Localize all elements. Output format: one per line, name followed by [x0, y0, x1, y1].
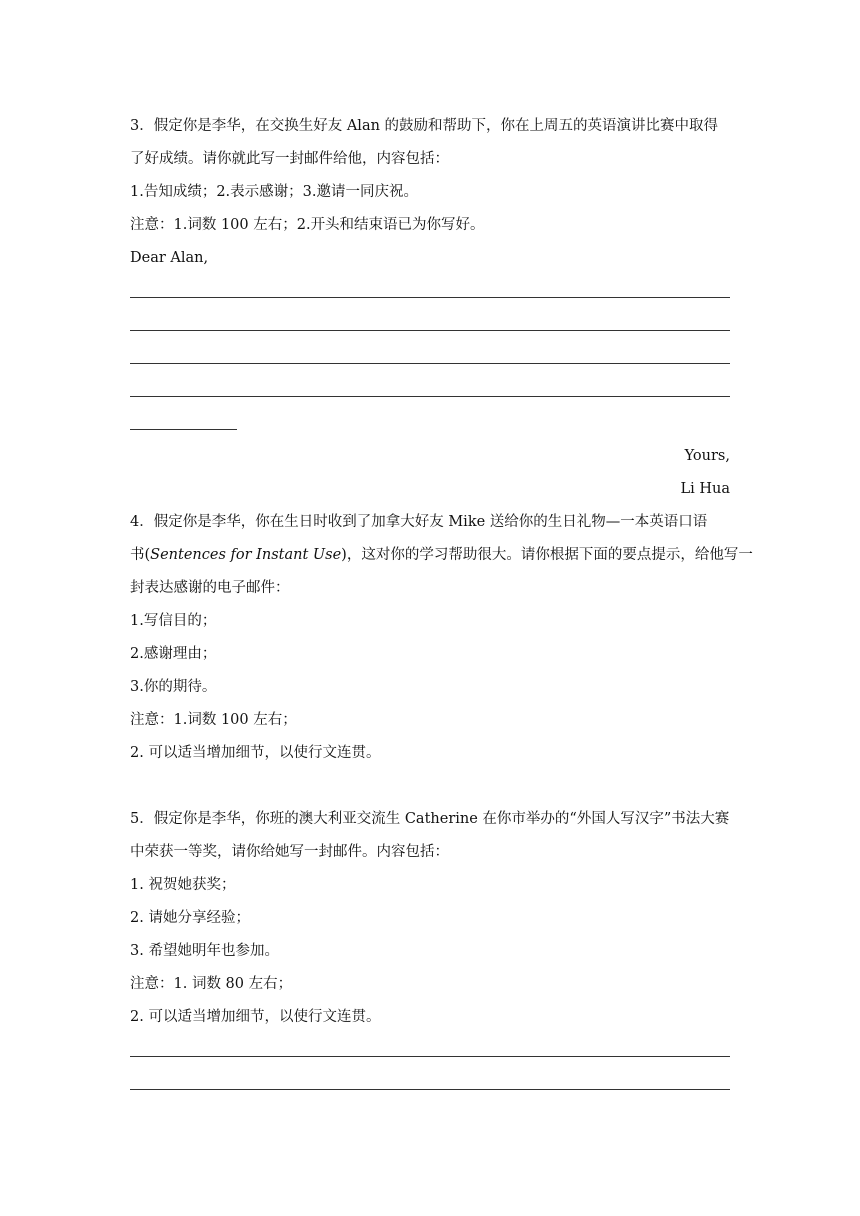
spacer: [130, 770, 730, 803]
answer-line[interactable]: [130, 341, 730, 374]
q4-book-title: Sentences for Instant Use: [150, 547, 342, 563]
q3-closing: Yours,: [684, 448, 730, 464]
q4-point2: 2.感谢理由；: [130, 646, 217, 662]
answer-line-short[interactable]: [130, 407, 730, 440]
q4-point3: 3.你的期待。: [130, 679, 217, 695]
answer-line[interactable]: [130, 1067, 730, 1100]
answer-line[interactable]: [130, 1034, 730, 1067]
q3-greeting: Dear Alan,: [130, 250, 209, 266]
answer-line[interactable]: [130, 374, 730, 407]
q4-prompt-line3: 封表达感谢的电子邮件：: [130, 580, 290, 596]
q5-prompt-line1: 5．假定你是李华，你班的澳大利亚交流生 Catherine 在你市举办的“外国人写汉字”书法大赛: [130, 811, 730, 827]
q4-line2-prefix: 书(: [130, 547, 151, 563]
q5-point1: 1. 祝贺她获奖；: [130, 877, 236, 893]
q4-line2-suffix: )，这对你的学习帮助很大。请你根据下面的要点提示，给他写一: [341, 547, 753, 563]
q5-point3: 3. 希望她明年也参加。: [130, 943, 279, 959]
q5-note1: 注意：1. 词数 80 左右；: [130, 976, 293, 992]
answer-line[interactable]: [130, 275, 730, 308]
answer-line[interactable]: [130, 308, 730, 341]
q4-point1: 1.写信目的；: [130, 613, 217, 629]
q3-prompt-line1: 3．假定你是李华，在交换生好友 Alan 的鼓励和帮助下，你在上周五的英语演讲比赛中取得: [130, 118, 719, 134]
q5-note2: 2. 可以适当增加细节，以使行文连贯。: [130, 1009, 381, 1025]
q3-signature: Li Hua: [680, 481, 730, 497]
q3-points: 1.告知成绩；2.表示感谢；3.邀请一同庆祝。: [130, 184, 419, 200]
q5-prompt-line2: 中荣获一等奖，请你给她写一封邮件。内容包括：: [130, 844, 449, 860]
content-column: [130, 110, 753, 1100]
q4-prompt-line1: 4．假定你是李华，你在生日时收到了加拿大好友 Mike 送给你的生日礼物—一本英语口语: [130, 514, 708, 530]
q3-prompt-line2: 了好成绩。请你就此写一封邮件给他，内容包括：: [130, 151, 449, 167]
q4-note1: 注意：1.词数 100 左右；: [130, 712, 297, 728]
q4-note2: 2. 可以适当增加细节，以使行文连贯。: [130, 745, 381, 761]
q5-point2: 2. 请她分享经验；: [130, 910, 250, 926]
q4-prompt-line2: [130, 539, 753, 572]
q3-note: 注意：1.词数 100 左右；2.开头和结束语已为你写好。: [130, 217, 485, 233]
